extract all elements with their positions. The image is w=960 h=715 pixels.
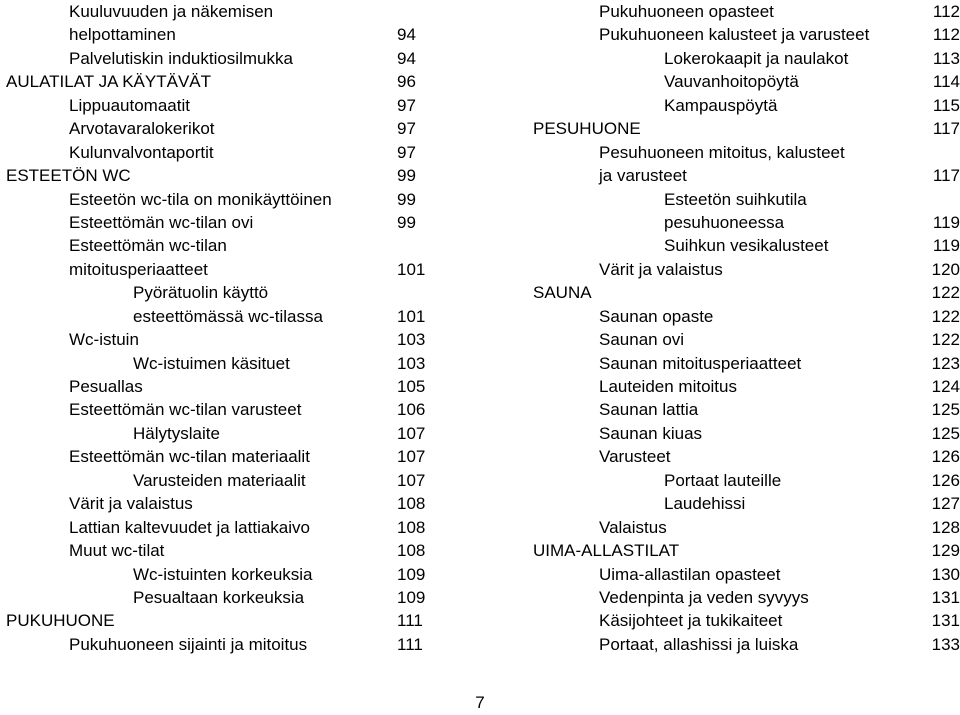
toc-entry (0, 516, 450, 539)
toc-page-number: 111 (397, 634, 423, 654)
toc-page-number: 103 (397, 353, 426, 373)
toc-entry (533, 328, 960, 351)
toc-entry-title: Kulunvalvontaportit (69, 142, 214, 162)
toc-page-number: 108 (397, 517, 426, 537)
toc-page-number: 107 (397, 423, 426, 443)
toc-entry (533, 586, 960, 609)
toc-entry-title: Portaat lauteille (664, 470, 782, 490)
toc-entry-title: pesuhuoneessa (664, 212, 785, 232)
toc-page-number: 124 (931, 377, 960, 396)
toc-page-number: 109 (397, 564, 426, 584)
toc-entry-title: Lokerokaapit ja naulakot (664, 48, 849, 68)
toc-entry-title: Värit ja valaistus (69, 494, 193, 514)
toc-entry-title: Uima-allastilan opasteet (599, 564, 781, 584)
toc-entry (533, 375, 960, 398)
toc-entry-title: Pesualtaan korkeuksia (133, 587, 305, 607)
toc-entry (533, 94, 960, 117)
toc-entry (0, 352, 450, 375)
toc-page-number: 94 (397, 48, 416, 68)
toc-entry (533, 492, 960, 515)
toc-page-number: 99 (397, 212, 416, 232)
toc-entry (533, 234, 960, 257)
toc-section-heading: AULATILAT JA KÄYTÄVÄT (6, 72, 212, 92)
toc-entry (0, 563, 450, 586)
toc-entry-title: Kampauspöytä (664, 95, 778, 115)
toc-page-number: 131 (931, 611, 960, 631)
toc-page-number: 126 (931, 447, 960, 467)
toc-page-number: 113 (932, 48, 960, 68)
toc-entry-title: Saunan lattia (599, 400, 699, 420)
toc-entry-title: Vauvanhoitopöytä (664, 72, 799, 92)
toc-page-number: 101 (397, 259, 426, 279)
toc-page-number: 101 (397, 306, 426, 326)
toc-entry-title: Pukuhuoneen sijainti ja mitoitus (69, 634, 308, 654)
toc-section-heading: SAUNA (533, 283, 592, 303)
toc-entry (533, 539, 960, 562)
toc-page-number: 97 (397, 119, 416, 139)
toc-page-number: 119 (932, 236, 960, 256)
toc-entry (533, 117, 960, 140)
toc-entry-title: Pesuhuoneen mitoitus, kalusteet (599, 142, 845, 162)
toc-column-right (533, 0, 960, 656)
toc-entry (0, 398, 450, 421)
toc-entry (533, 47, 960, 70)
toc-entry-title: helpottaminen (69, 25, 176, 45)
toc-page-number: 109 (397, 587, 426, 607)
toc-entry-title: Saunan mitoitusperiaatteet (599, 353, 802, 373)
toc-column-left (0, 0, 450, 656)
toc-entry (0, 70, 450, 93)
toc-page-number: 117 (932, 119, 960, 139)
toc-entry-title: Portaat, allashissi ja luiska (599, 634, 799, 654)
toc-section-heading: PUKUHUONE (6, 611, 115, 631)
page-number: 7 (475, 693, 485, 712)
toc-page-number: 120 (931, 259, 960, 279)
toc-page-number: 107 (397, 470, 426, 490)
toc-entry-title: Esteettömän wc-tilan (69, 236, 227, 256)
toc-page-number: 97 (397, 142, 416, 162)
toc-entry (533, 141, 960, 164)
toc-entry (533, 258, 960, 281)
toc-entry (0, 0, 450, 23)
toc-entry (0, 23, 450, 46)
toc-page-number: 107 (397, 447, 426, 467)
toc-entry-title: Saunan opaste (599, 306, 714, 326)
toc-entry (533, 445, 960, 468)
toc-page-number: 97 (397, 95, 416, 115)
toc-entry-title: Varusteiden materiaalit (133, 470, 306, 490)
toc-entry-title: mitoitusperiaatteet (69, 259, 208, 279)
toc-page-number: 119 (932, 212, 960, 232)
toc-entry-title: Esteetön suihkutila (664, 189, 807, 209)
toc-page-number: 117 (932, 166, 960, 186)
toc-entry-title: Saunan kiuas (599, 423, 703, 443)
toc-entry-title: Muut wc-tilat (69, 541, 165, 561)
toc-entry (0, 141, 450, 164)
toc-entry (0, 258, 450, 281)
toc-entry (0, 633, 450, 656)
toc-entry-title: Värit ja valaistus (599, 259, 723, 279)
toc-page-number: 94 (397, 25, 416, 45)
toc-entry (0, 164, 450, 187)
toc-entry (0, 47, 450, 70)
toc-entry (533, 422, 960, 445)
toc-entry (0, 117, 450, 140)
toc-entry-title: Kuuluvuuden ja näkemisen (69, 2, 274, 21)
toc-entry (0, 234, 450, 257)
toc-page-number: 108 (397, 541, 426, 561)
toc-page-number: 123 (931, 353, 960, 373)
toc-entry (0, 94, 450, 117)
toc-entry (0, 445, 450, 468)
toc-entry (533, 0, 960, 23)
toc-entry-title: Lippuautomaatit (69, 95, 190, 115)
toc-entry-title: Esteettömän wc-tilan varusteet (69, 400, 302, 420)
toc-entry-title: Laudehissi (664, 494, 746, 514)
toc-entry (533, 469, 960, 492)
toc-page-number: 99 (397, 166, 416, 186)
toc-entry (0, 492, 450, 515)
toc-page-number: 122 (931, 283, 960, 303)
toc-entry-title: Suihkun vesikalusteet (664, 236, 829, 256)
toc-page-number: 133 (931, 634, 960, 654)
toc-entry-title: Pukuhuoneen kalusteet ja varusteet (599, 25, 870, 45)
toc-page-number: 122 (931, 330, 960, 350)
toc-entry (533, 563, 960, 586)
toc-page-number: 112 (932, 2, 960, 21)
toc-entry-title: Pukuhuoneen opasteet (599, 2, 774, 21)
toc-entry-title: Vedenpinta ja veden syvyys (599, 587, 809, 607)
toc-entry-title: Käsijohteet ja tukikaiteet (599, 611, 783, 631)
toc-page-number: 129 (931, 541, 960, 561)
toc-page-number: 112 (932, 25, 960, 45)
toc-section-heading: PESUHUONE (533, 119, 641, 139)
toc-entry-title: Lauteiden mitoitus (599, 377, 737, 396)
toc-entry-title: Wc-istuin (69, 330, 139, 350)
toc-entry-title: Esteetön wc-tila on monikäyttöinen (69, 189, 332, 209)
toc-entry (533, 23, 960, 46)
toc-entry-title: Lattian kaltevuudet ja lattiakaivo (69, 517, 310, 537)
toc-entry-title: Pyörätuolin käyttö (133, 283, 269, 303)
toc-section-heading: UIMA-ALLASTILAT (533, 541, 680, 561)
toc-page-number: 105 (397, 377, 426, 396)
toc-entry (0, 422, 450, 445)
toc-section-heading: ESTEETÖN WC (6, 166, 131, 186)
toc-entry-title: Esteettömän wc-tilan ovi (69, 212, 254, 232)
toc-page-number: 125 (931, 423, 960, 443)
toc-entry-title: Varusteet (599, 447, 671, 467)
toc-entry (533, 352, 960, 375)
toc-entry-title: Esteettömän wc-tilan materiaalit (69, 447, 310, 467)
toc-entry-title: Wc-istuimen käsituet (133, 353, 290, 373)
toc-entry (0, 188, 450, 211)
toc-entry-title: Arvotavaralokerikot (69, 119, 215, 139)
toc-entry (0, 375, 450, 398)
toc-entry (533, 398, 960, 421)
toc-page-number: 106 (397, 400, 426, 420)
toc-page-number: 103 (397, 330, 426, 350)
toc-entry-title: ja varusteet (599, 166, 687, 186)
toc-entry (0, 586, 450, 609)
toc-entry (533, 516, 960, 539)
toc-entry (533, 188, 960, 211)
toc-entry-title: Wc-istuinten korkeuksia (133, 564, 313, 584)
toc-entry-title: Valaistus (599, 517, 667, 537)
toc-entry (533, 633, 960, 656)
toc-entry-title: Pesuallas (69, 377, 143, 396)
toc-entry (533, 281, 960, 304)
toc-entry (0, 211, 450, 234)
toc-page-number: 128 (931, 517, 960, 537)
toc-entry-title: esteettömässä wc-tilassa (133, 306, 323, 326)
toc-entry (0, 609, 450, 632)
toc-entry (533, 211, 960, 234)
toc-page-number: 122 (931, 306, 960, 326)
toc-entry (0, 305, 450, 328)
toc-entry (533, 70, 960, 93)
toc-page-number: 127 (931, 494, 960, 514)
toc-page-number: 126 (931, 470, 960, 490)
toc-page-number: 131 (931, 587, 960, 607)
toc-page-number: 115 (932, 95, 960, 115)
toc-entry (0, 281, 450, 304)
toc-page-number: 96 (397, 72, 416, 92)
toc-entry (533, 164, 960, 187)
toc-page-number: 114 (932, 72, 960, 92)
toc-entry (0, 469, 450, 492)
toc-entry-title: Hälytyslaite (133, 423, 220, 443)
toc-page-number: 111 (397, 611, 423, 631)
toc-page-number: 130 (931, 564, 960, 584)
toc-entry-title: Palvelutiskin induktiosilmukka (69, 48, 293, 68)
toc-entry (0, 539, 450, 562)
toc-entry (0, 328, 450, 351)
toc-entry (533, 609, 960, 632)
toc-page-number: 99 (397, 189, 416, 209)
toc-entry-title: Saunan ovi (599, 330, 685, 350)
toc-entry (533, 305, 960, 328)
toc-page-number: 108 (397, 494, 426, 514)
toc-page-number: 125 (931, 400, 960, 420)
